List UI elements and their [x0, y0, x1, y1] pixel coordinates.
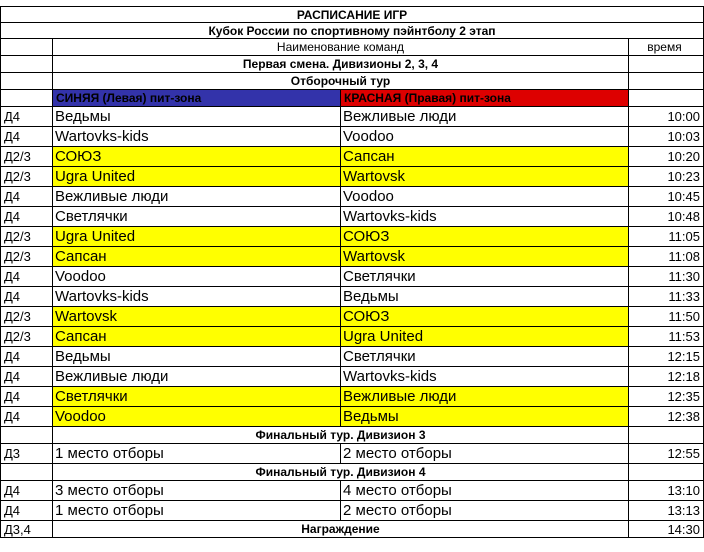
time-cell: 11:53 [629, 327, 704, 347]
left-team-cell: Ugra United [53, 167, 341, 187]
award-division: Д3,4 [0, 521, 53, 538]
time-cell: 12:35 [629, 387, 704, 407]
time-cell: 12:18 [629, 367, 704, 387]
right-team-cell: Wartovsk [341, 167, 629, 187]
left-team-cell: 1 место отборы [53, 501, 341, 521]
time-cell: 11:08 [629, 247, 704, 267]
final3-header-row [0, 427, 704, 444]
time-cell: 11:33 [629, 287, 704, 307]
left-team-cell: Вежливые люди [53, 367, 341, 387]
division-cell: Д4 [0, 287, 53, 307]
time-cell: 11:30 [629, 267, 704, 287]
left-team-cell: Сапсан [53, 247, 341, 267]
schedule-row [0, 127, 704, 147]
qualifying-row [0, 73, 704, 90]
time-cell: 12:15 [629, 347, 704, 367]
schedule-row [0, 167, 704, 187]
division-cell: Д4 [0, 187, 53, 207]
right-team-cell: Wartovsk [341, 247, 629, 267]
schedule-row [0, 407, 704, 427]
division-cell: Д4 [0, 387, 53, 407]
column-header-row [0, 39, 704, 56]
schedule-row [0, 267, 704, 287]
shift-row [0, 56, 704, 73]
right-team-cell: Ведьмы [341, 407, 629, 427]
division-cell: Д4 [0, 367, 53, 387]
final4-header-row [0, 464, 704, 481]
division-cell: Д4 [0, 127, 53, 147]
division-cell: Д4 [0, 267, 53, 287]
schedule-row [0, 187, 704, 207]
schedule-row [0, 444, 704, 464]
pit-zone-blue: СИНЯЯ (Левая) пит-зона [53, 90, 341, 107]
left-team-cell: Voodoo [53, 407, 341, 427]
schedule-row [0, 367, 704, 387]
right-team-cell: Вежливые люди [341, 107, 629, 127]
schedule-row [0, 227, 704, 247]
division-cell: Д4 [0, 347, 53, 367]
final3-label: Финальный тур. Дивизион 3 [53, 427, 629, 444]
division-cell: Д4 [0, 481, 53, 501]
right-team-cell: Wartovks-kids [341, 367, 629, 387]
right-team-cell: Сапсан [341, 147, 629, 167]
schedule-row [0, 347, 704, 367]
schedule-row [0, 387, 704, 407]
division-cell: Д2/3 [0, 167, 53, 187]
division-cell: Д4 [0, 107, 53, 127]
left-team-cell: 1 место отборы [53, 444, 341, 464]
right-team-cell: 2 место отборы [341, 444, 629, 464]
schedule-row [0, 247, 704, 267]
subtitle-row [0, 23, 704, 39]
division-cell: Д2/3 [0, 147, 53, 167]
division-cell: Д2/3 [0, 227, 53, 247]
left-team-cell: Светлячки [53, 387, 341, 407]
division-cell: Д4 [0, 501, 53, 521]
time-cell: 11:50 [629, 307, 704, 327]
right-team-cell: Светлячки [341, 267, 629, 287]
schedule-row [0, 307, 704, 327]
page-title: РАСПИСАНИЕ ИГР [0, 6, 704, 23]
schedule-row [0, 207, 704, 227]
right-team-cell: Voodoo [341, 127, 629, 147]
division-cell: Д2/3 [0, 247, 53, 267]
page-subtitle: Кубок России по спортивному пэйнтболу 2 этап [0, 23, 704, 39]
time-cell: 10:45 [629, 187, 704, 207]
division-cell: Д2/3 [0, 327, 53, 347]
left-team-cell: Voodoo [53, 267, 341, 287]
teams-header: Наименование команд [53, 39, 629, 56]
right-team-cell: Wartovks-kids [341, 207, 629, 227]
time-cell: 10:48 [629, 207, 704, 227]
title-row [0, 6, 704, 23]
left-team-cell: Ugra United [53, 227, 341, 247]
schedule-row [0, 481, 704, 501]
time-cell: 13:13 [629, 501, 704, 521]
final4-label: Финальный тур. Дивизион 4 [53, 464, 629, 481]
division-cell: Д4 [0, 407, 53, 427]
qualifying-label: Отборочный тур [53, 73, 629, 90]
right-team-cell: Ведьмы [341, 287, 629, 307]
schedule-row [0, 327, 704, 347]
award-row [0, 521, 704, 538]
right-team-cell: СОЮЗ [341, 307, 629, 327]
right-team-cell: Ugra United [341, 327, 629, 347]
left-team-cell: Светлячки [53, 207, 341, 227]
time-cell: 11:05 [629, 227, 704, 247]
award-label: Награждение [53, 521, 629, 538]
right-team-cell: 4 место отборы [341, 481, 629, 501]
left-team-cell: СОЮЗ [53, 147, 341, 167]
right-team-cell: Светлячки [341, 347, 629, 367]
division-cell: Д3 [0, 444, 53, 464]
right-team-cell: Voodoo [341, 187, 629, 207]
time-cell: 10:23 [629, 167, 704, 187]
left-team-cell: Wartovks-kids [53, 287, 341, 307]
shift-label: Первая смена. Дивизионы 2, 3, 4 [53, 56, 629, 73]
time-cell: 10:03 [629, 127, 704, 147]
pit-zone-red: КРАСНАЯ (Правая) пит-зона [341, 90, 629, 107]
division-cell: Д4 [0, 207, 53, 227]
time-header: время [629, 39, 704, 56]
division-cell: Д2/3 [0, 307, 53, 327]
left-team-cell: Ведьмы [53, 347, 341, 367]
left-team-cell: Вежливые люди [53, 187, 341, 207]
time-cell: 10:20 [629, 147, 704, 167]
right-team-cell: Вежливые люди [341, 387, 629, 407]
time-cell: 12:38 [629, 407, 704, 427]
left-team-cell: Wartovks-kids [53, 127, 341, 147]
pit-zone-row [0, 90, 704, 107]
right-team-cell: СОЮЗ [341, 227, 629, 247]
award-time: 14:30 [629, 521, 704, 538]
left-team-cell: Сапсан [53, 327, 341, 347]
schedule-row [0, 107, 704, 127]
schedule-row [0, 287, 704, 307]
schedule-row [0, 147, 704, 167]
right-team-cell: 2 место отборы [341, 501, 629, 521]
time-cell: 12:55 [629, 444, 704, 464]
left-team-cell: Ведьмы [53, 107, 341, 127]
left-team-cell: 3 место отборы [53, 481, 341, 501]
time-cell: 10:00 [629, 107, 704, 127]
left-team-cell: Wartovsk [53, 307, 341, 327]
time-cell: 13:10 [629, 481, 704, 501]
schedule-row [0, 501, 704, 521]
